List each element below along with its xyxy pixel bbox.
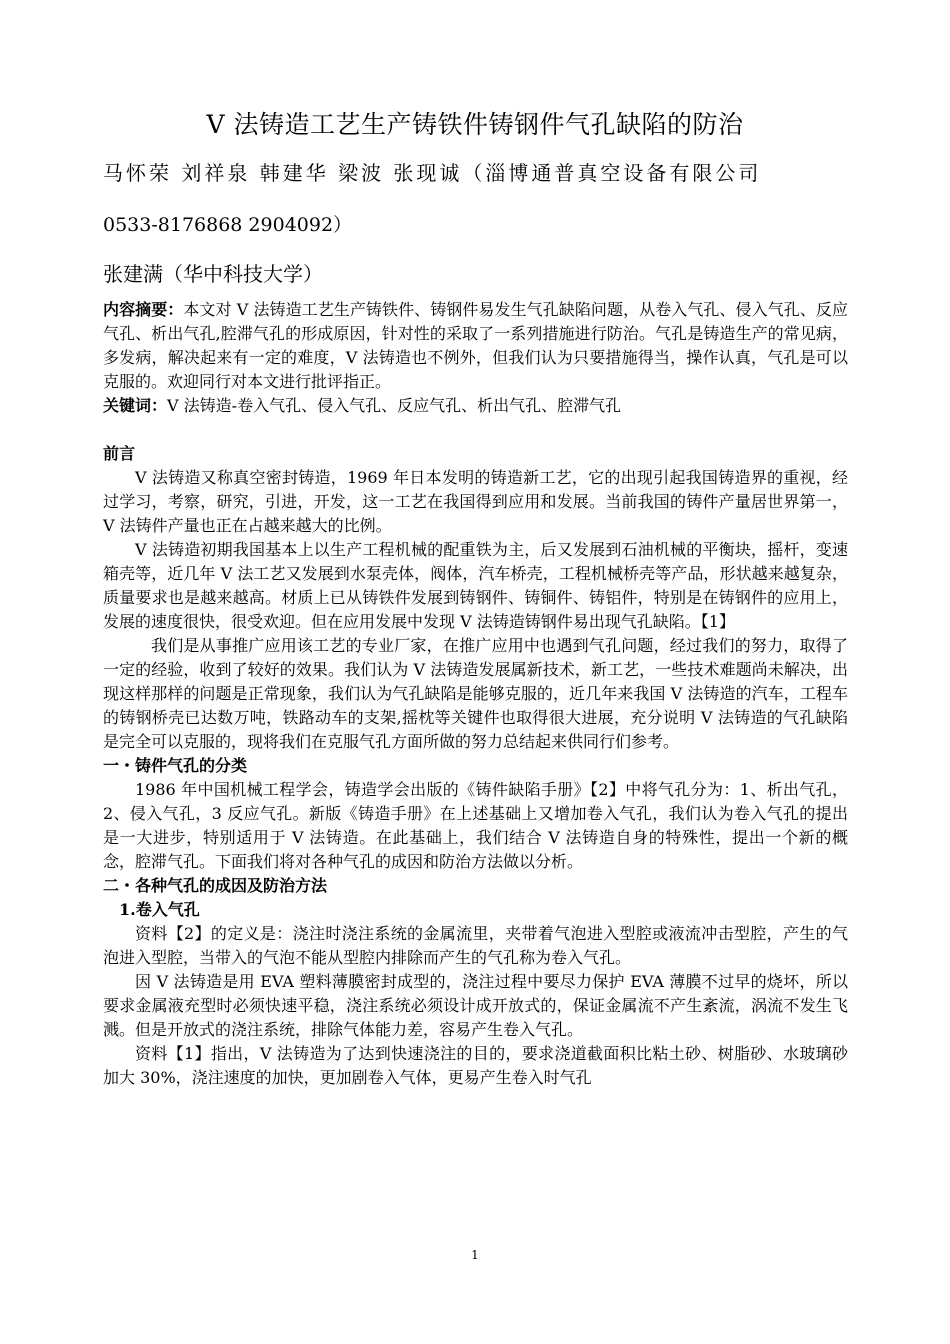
document-body	[103, 298, 848, 1090]
preface-heading: 前言	[103, 444, 136, 463]
section-2-heading: 二・各种气孔的成因及防治方法	[103, 876, 328, 895]
abstract-paragraph	[103, 298, 848, 394]
section-2-paragraph-1: 资料【2】的定义是：浇注时浇注系统的金属流里，夹带着气泡进入型腔或液流冲击型腔，产生的气泡进入型腔，当带入的气泡不能从型腔内排除而产生的气孔称为卷入气孔。	[103, 924, 848, 967]
section-1-heading: 一・铸件气孔的分类	[103, 756, 248, 775]
keywords-text: V 法铸造-卷入气孔、侵入气孔、反应气孔、析出气孔、腔滞气孔	[167, 396, 622, 415]
spacer	[103, 418, 848, 442]
keywords-paragraph	[103, 394, 848, 418]
document-title: V 法铸造工艺生产铸铁件铸钢件气孔缺陷的防治	[206, 110, 744, 139]
preface-paragraph-3: 我们是从事推广应用该工艺的专业厂家，在推广应用中也遇到气孔问题，经过我们的努力，取得了一定的经验，收到了较好的效果。我们认为 V 法铸造发展属新技术，新工艺，一些技术难题尚未解决，出现这样那样的问题是正常现象，我们认为气孔缺陷是能够克服的，近几年来我国 V 法铸造的汽车，工程车的铸钢桥壳已达数万吨，铁路动车的支架,摇枕等关键件也取得很大进展，充分说明 V 法铸造的气孔缺陷是完全可以克服的，现将我们在克服气孔方面所做的努力总结起来供同行们参考。	[103, 636, 848, 751]
section-2-paragraph-3: 资料【1】指出，V 法铸造为了达到快速浇注的目的，要求浇道截面积比粘土砂、树脂砂、水玻璃砂加大 30%，浇注速度的加快，更加剧卷入气体，更易产生卷入时气孔	[103, 1044, 848, 1087]
abstract-text: 本文对 V 法铸造工艺生产铸铁件、铸钢件易发生气孔缺陷问题，从卷入气孔、侵入气孔、反应气孔、析出气孔,腔滞气孔的形成原因，针对性的采取了一系列措施进行防治。气孔是铸造生产的常见病，多发病，解决起来有一定的难度，V 法铸造也不例外，但我们认为只要措施得当，操作认真，气孔是可以克服的。欢迎同行对本文进行批评指正。	[103, 300, 848, 391]
abstract-label: 内容摘要：	[103, 300, 184, 319]
second-author-line: 张建满（华中科技大学）	[103, 262, 323, 286]
author-line: 马怀荣 刘祥泉 韩建华 梁波 张现诚（淄博通普真空设备有限公司	[103, 161, 762, 185]
page-number: 1	[471, 1248, 479, 1262]
phone-line: 0533-8176868 2904092）	[103, 214, 353, 236]
section-2-paragraph-2: 因 V 法铸造是用 EVA 塑料薄膜密封成型的，浇注过程中要尽力保护 EVA 薄膜不过早的烧坏，所以要求金属液充型时必须快速平稳，浇注系统必须设计成开放式的，保证金属流不产生紊流，涡流不发生飞溅。但是开放式的浇注系统，排除气体能力差，容易产生卷入气孔。	[103, 972, 848, 1039]
keywords-label: 关键词：	[103, 396, 168, 415]
preface-paragraph-1: V 法铸造又称真空密封铸造，1969 年日本发明的铸造新工艺，它的出现引起我国铸造界的重视，经过学习，考察，研究，引进，开发，这一工艺在我国得到应用和发展。当前我国的铸件产量居世界第一，V 法铸件产量也正在占越来越大的比例。	[103, 468, 848, 535]
subsection-1-heading: 1.卷入气孔	[119, 900, 200, 919]
preface-paragraph-2: V 法铸造初期我国基本上以生产工程机械的配重铁为主，后又发展到石油机械的平衡块，摇杆，变速箱壳等，近几年 V 法工艺又发展到水泵壳体，阀体，汽车桥壳，工程机械桥壳等产品，形状越来越复杂，质量要求也是越来越高。材质上已从铸铁件发展到铸钢件、铸铜件、铸铝件，特别是在铸钢件的应用上，发展的速度很快，很受欢迎。但在应用发展中发现 V 法铸造铸钢件易出现气孔缺陷。【1】	[103, 540, 848, 631]
section-1-paragraph-1: 1986 年中国机械工程学会，铸造学会出版的《铸件缺陷手册》【2】中将气孔分为：1、析出气孔，2、侵入气孔，3 反应气孔。新版《铸造手册》在上述基础上又增加卷入气孔，我们认为卷入气孔的提出是一大进步，特别适用于 V 法铸造。在此基础上，我们结合 V 法铸造自身的特殊性，提出一个新的概念，腔滞气孔。下面我们将对各种气孔的成因和防治方法做以分析。	[103, 780, 848, 871]
